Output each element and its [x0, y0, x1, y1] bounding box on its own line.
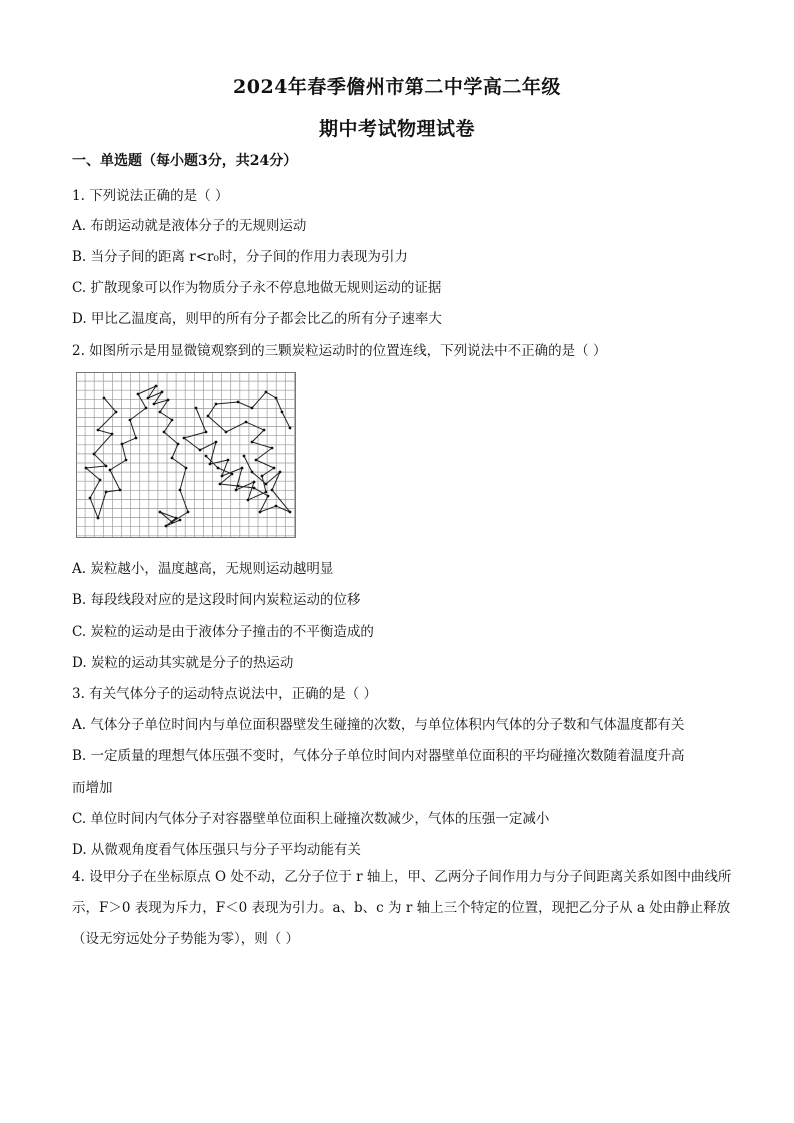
particle-position-dot: [205, 431, 208, 434]
particle-position-dot: [221, 475, 224, 478]
q3-option-c: C. 单位时间内气体分子对容器壁单位面积上碰撞次数减少，气体的压强一定减小: [72, 811, 550, 827]
particle-position-dot: [255, 459, 258, 462]
particle-position-dot: [171, 457, 174, 460]
particle-position-dot: [259, 511, 262, 514]
q3-stem: 3. 有关气体分子的运动特点说法中，正确的是（ ）: [72, 686, 377, 702]
brownian-motion-figure: [76, 372, 296, 538]
particle-position-dot: [179, 489, 182, 492]
q2-stem: 2. 如图所示是用显微镜观察到的三颗炭粒运动时的位置连线，下列说法中不正确的是（ ）: [72, 343, 607, 359]
particle-position-dot: [163, 431, 166, 434]
particle-position-dot: [161, 391, 164, 394]
particle-position-dot: [129, 419, 132, 422]
particle-position-dot: [237, 401, 240, 404]
particle-position-dot: [155, 385, 158, 388]
particle-position-dot: [275, 505, 278, 508]
particle-position-dot: [125, 459, 128, 462]
particle-position-dot: [175, 517, 178, 520]
particle-position-dot: [217, 467, 220, 470]
particle-position-dot: [219, 483, 222, 486]
particle-position-dot: [135, 437, 138, 440]
q1-option-a: A. 布朗运动就是液体分子的无规则运动: [72, 218, 307, 234]
particle-position-dot: [137, 393, 140, 396]
q1-option-d: D. 甲比乙温度高，则甲的所有分子都会比乙的所有分子速率大: [72, 311, 442, 327]
particle-position-dot: [93, 453, 96, 456]
q3-option-d: D. 从微观角度看气体压强只与分子平均动能有关: [72, 842, 361, 858]
particle-position-dot: [165, 525, 168, 528]
exam-title-line2: 期中考试物理试卷: [318, 118, 475, 140]
particle-position-dot: [251, 407, 254, 410]
particle-position-dot: [105, 491, 108, 494]
particle-position-dot: [251, 471, 254, 474]
q4-stem: 4. 设甲分子在坐标原点 O 处不动，乙分子位于 r 轴上，甲、乙两分子间作用力与分子间距离关系如图中曲线所示，F＞0 表现为斥力，F＜0 表现为引力。a、b、c 为 r 轴上三个特定的位置，现把乙分子从 a 处由静止释放（设无穷远处分子势能为零），则（ ）: [72, 869, 732, 947]
brownian-grid-svg: [76, 372, 296, 538]
exam-title-line1: 2024年春季儋州市第二中学高二年级: [233, 76, 561, 98]
particle-position-dot: [275, 397, 278, 400]
q3-option-a: A. 气体分子单位时间内与单位面积器壁发生碰撞的次数，与单位体积内气体的分子数和气体温度都有关: [72, 717, 685, 733]
particle-position-dot: [147, 397, 150, 400]
particle-position-dot: [195, 407, 198, 410]
particle-position-dot: [215, 403, 218, 406]
particle-position-dot: [85, 467, 88, 470]
particle-position-dot: [261, 475, 264, 478]
particle-position-dot: [253, 487, 256, 490]
particle-position-dot: [159, 411, 162, 414]
particle-position-dot: [105, 465, 108, 468]
particle-position-dot: [121, 443, 124, 446]
particle-position-dot: [99, 479, 102, 482]
particle-position-dot: [111, 433, 114, 436]
particle-position-dot: [97, 517, 100, 520]
particle-position-dot: [281, 411, 284, 414]
particle-position-dot: [207, 415, 210, 418]
q1-option-c: C. 扩散现象可以作为物质分子永不停息地做无规则运动的证据: [72, 280, 442, 296]
particle-position-dot: [289, 427, 292, 430]
q2-option-a: A. 炭粒越小，温度越高，无规则运动越明显: [72, 561, 334, 577]
particle-trace-1: [86, 386, 188, 526]
particle-position-dot: [267, 495, 270, 498]
particle-position-dot: [273, 467, 276, 470]
particle-position-dot: [179, 519, 182, 522]
particle-position-dot: [279, 471, 282, 474]
particle-position-dot: [241, 467, 244, 470]
particle-position-dot: [263, 429, 266, 432]
particle-position-dot: [253, 481, 256, 484]
particle-position-dot: [109, 469, 112, 472]
particle-position-dot: [119, 489, 122, 492]
q2-option-c: C. 炭粒的运动是由于液体分子撞击的不平衡造成的: [72, 624, 374, 640]
particle-position-dot: [153, 403, 156, 406]
particle-position-dot: [237, 485, 240, 488]
q2-option-d: D. 炭粒的运动其实就是分子的热运动: [72, 655, 294, 671]
particle-position-dot: [205, 455, 208, 458]
particle-position-dot: [271, 447, 274, 450]
particle-position-dot: [265, 391, 268, 394]
particle-position-dot: [171, 419, 174, 422]
particle-position-dot: [167, 399, 170, 402]
particle-position-dot: [103, 397, 106, 400]
particle-position-dot: [185, 467, 188, 470]
particle-position-dot: [271, 489, 274, 492]
particle-position-dot: [251, 441, 254, 444]
q3-option-b-line2: 而增加: [72, 780, 113, 796]
particle-position-dot: [215, 441, 218, 444]
particle-position-dot: [265, 483, 268, 486]
particle-position-dot: [243, 455, 246, 458]
particle-position-dot: [235, 489, 238, 492]
particle-position-dot: [225, 431, 228, 434]
particle-position-dot: [247, 499, 250, 502]
particle-position-dot: [227, 459, 230, 462]
particle-position-dot: [145, 407, 148, 410]
particle-position-dot: [89, 497, 92, 500]
section-heading: 一、单选题（每小题3分，共24分）: [72, 153, 298, 169]
particle-position-dot: [289, 511, 292, 514]
particle-position-dot: [245, 421, 248, 424]
particle-position-dot: [159, 511, 162, 514]
particle-position-dot: [187, 511, 190, 514]
q1-option-b: B. 当分子间的距离 r<r₀时，分子间的作用力表现为引力: [72, 249, 408, 265]
particle-position-dot: [209, 463, 212, 466]
particle-position-dot: [171, 521, 174, 524]
q1-stem: 1. 下列说法正确的是（ ）: [72, 188, 229, 204]
particle-position-dot: [265, 491, 268, 494]
particle-position-dot: [199, 449, 202, 452]
particle-position-dot: [177, 443, 180, 446]
particle-position-dot: [115, 411, 118, 414]
q2-option-b: B. 每段线段对应的是这段时间内炭粒运动的位移: [72, 592, 361, 608]
particle-position-dot: [183, 437, 186, 440]
q3-option-b-line1: B. 一定质量的理想气体压强不变时，气体分子单位时间内对器壁单位面积的平均碰撞次数随着温度升高: [72, 748, 685, 764]
particle-position-dot: [97, 429, 100, 432]
particle-position-dot: [231, 473, 234, 476]
